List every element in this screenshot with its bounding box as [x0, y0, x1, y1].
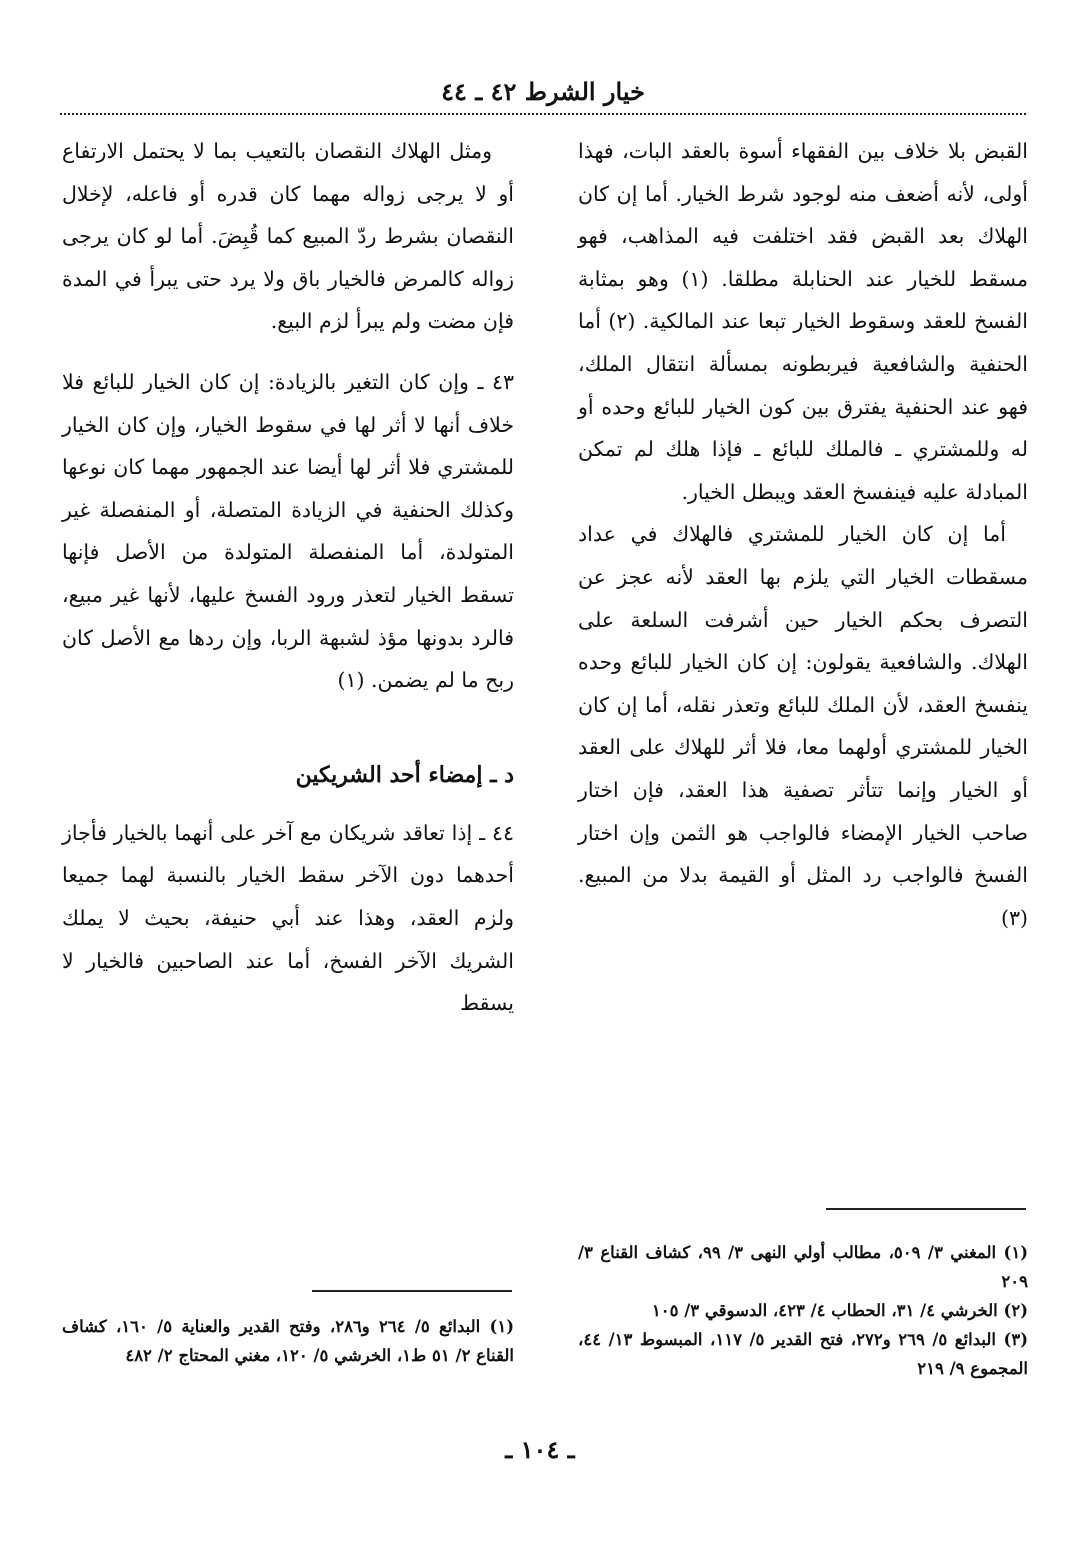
footnote-right-3: (٣) البدائع ٥/ ٢٦٩ و٢٧٢، فتح القدير ٥/ ١١٧، المبسوط ١٣/ ٤٤، المجموع ٩/ ٢١٩ [578, 1330, 1029, 1378]
header-dotted-rule [60, 113, 1026, 115]
footnote-right-1: (١) المغني ٣/ ٥٠٩، مطالب أولي النهى ٣/ ٩٩، كشاف القناع ٣/ ٢٠٩ [578, 1243, 1028, 1291]
paragraph-43: ٤٣ ـ وإن كان التغير بالزيادة: إن كان الخيار للبائع فلا خلاف أنها لا أثر لها في سقوط الخيار، وإن كان الخيار للمشتري فلا أثر لها أيضا عند الجمهور مهما كان نوعها وكذلك الحنفية في الزيادة المتصلة، أو المنفصلة غير المتولدة، أما المنفصلة المتولدة من الأصل فإنها تسقط الخيار لتعذر ورود الفسخ عليها، لأنها غير مبيع، فالرد بدونها مؤذ لشبهة الربا، وإن ردها مع الأصل كان ربح ما لم يضمن. (١) [62, 369, 514, 693]
footnote-right-2: (٢) الخرشي ٤/ ٣١، الحطاب ٤/ ٤٢٣، الدسوقي ٣/ ١٠٥ [651, 1301, 1028, 1320]
footnote-left-1: (١) البدائع ٥/ ٢٦٤ و٢٨٦، وفتح القدير والعناية ٥/ ١٦٠، كشاف القناع ٢/ ٥١ ط١، الخرشي ٥/ ١٢٠، مغني المحتاج ٢/ ٤٨٢ [62, 1317, 515, 1365]
footnotes-right [578, 1238, 1028, 1383]
footnote-rule-left [312, 1290, 512, 1292]
footnote-rule-right [826, 1208, 1026, 1210]
paragraph-44: ٤٤ ـ إذا تعاقد شريكان مع آخر على أنهما بالخيار فأجاز أحدهما دون الآخر سقط الخيار بالنسبة لهما جميعا ولزم العقد، وهذا عند أبي حنيفة، بحيث لا يملك الشريك الآخر الفسخ، أما عند الصاحبين فالخيار لا يسقط [62, 820, 514, 1016]
right-paragraph-2: أما إن كان الخيار للمشتري فالهلاك في عداد مسقطات الخيار التي يلزم بها العقد لأنه عجز عن التصرف بحكم الخيار حين أشرفت السلعة على الهلاك. والشافعية يقولون: إن كان الخيار للبائع وحده ينفسخ العقد، لأن الملك للبائع وتعذر نقله، أما إن كان الخيار للمشتري أولهما معا، فلا أثر للهلاك على العقد أو الخيار وإنما تتأثر تصفية هذا العقد، فإن اختار صاحب الخيار الإمضاء فالواجب هو الثمن وإن اختار الفسخ فالواجب رد المثل أو القيمة بدلا من المبيع. (٣) [578, 522, 1028, 930]
footnotes-left [62, 1312, 514, 1370]
right-text-column [578, 130, 1028, 939]
left-paragraph-continuation: ومثل الهلاك النقصان بالتعيب بما لا يحتمل الارتفاع أو لا يرجى زواله مهما كان قدره أو فاعله، لإخلال النقصان بشرط ردّ المبيع كما قُبِضَ. أما لو كان يرجى زواله كالمرض فالخيار باق ولا يرد حتى يبرأ في المدة فإن مضت ولم يبرأ لزم البيع. [62, 139, 514, 334]
page-header-title: خيار الشرط ٤٢ ـ ٤٤ [441, 77, 645, 106]
left-text-column [62, 130, 514, 1025]
right-paragraph-1: القبض بلا خلاف بين الفقهاء أسوة بالعقد البات، فهذا أولى، لأنه أضعف منه لوجود شرط الخيار. أما إن كان الهلاك بعد القبض فقد اختلفت فيه المذاهب، فهو مسقط للخيار عند الحنابلة مطلقا. (١) وهو بمثابة الفسخ للعقد وسقوط الخيار تبعا عند المالكية. (٢) أما الحنفية والشافعية فيربطونه بمسألة انتقال الملك، فهو عند الحنفية يفترق بين كون الخيار للبائع وحده أو له وللمشتري ـ فالملك للبائع ـ فإذا هلك لم تمكن المبادلة عليه فينفسخ العقد ويبطل الخيار. [578, 139, 1029, 504]
section-heading: د ـ إمضاء أحد الشريكين [295, 761, 514, 788]
page-number: ـ ١٠٤ ـ [505, 1435, 575, 1464]
